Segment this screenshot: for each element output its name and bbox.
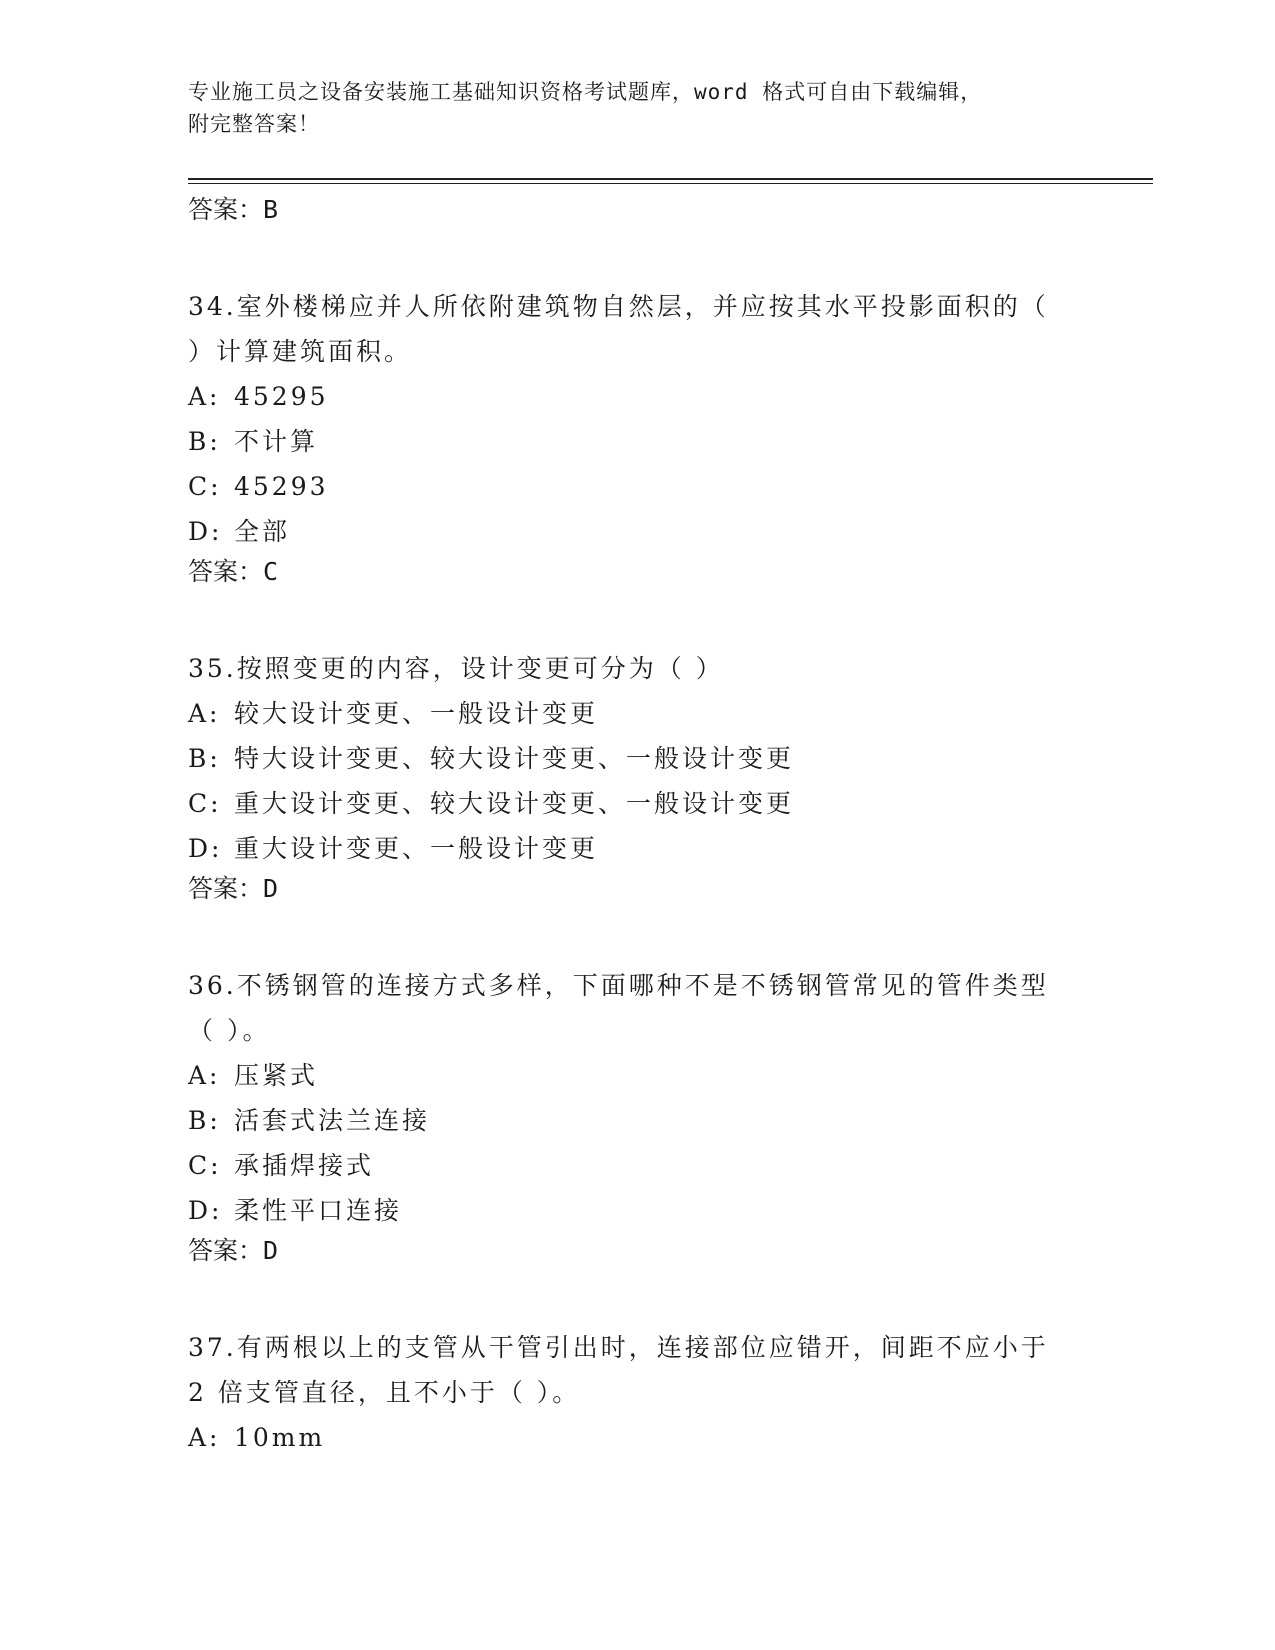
question-text — [188, 646, 1068, 691]
option-c — [188, 464, 1108, 509]
option-text: 全部 — [234, 517, 291, 546]
option-text: 重大设计变更、较大设计变更、一般设计变更 — [234, 789, 795, 818]
option-d — [188, 509, 1108, 554]
option-letter: A: — [188, 382, 221, 411]
option-letter: C: — [188, 1151, 222, 1180]
option-b — [188, 419, 1108, 464]
header-line-2: 附完整答案！ — [188, 112, 320, 136]
option-text: 45293 — [234, 472, 329, 501]
option-text: 承插焊接式 — [234, 1151, 375, 1180]
page-header — [188, 76, 1088, 140]
option-letter: B: — [188, 1106, 221, 1135]
answer-line: 答案：B — [188, 195, 279, 224]
option-letter: B: — [188, 427, 221, 456]
option-letter: D: — [188, 834, 223, 863]
question-text-line-2: （ ）。 — [188, 1016, 271, 1045]
option-c — [188, 781, 1108, 826]
option-letter: A: — [188, 1061, 221, 1090]
option-letter: C: — [188, 789, 222, 818]
header-line-1: 专业施工员之设备安装施工基础知识资格考试题库，word 格式可自由下载编辑， — [188, 80, 983, 104]
option-b — [188, 736, 1108, 781]
header-rule-thin — [188, 183, 1153, 184]
option-letter: C: — [188, 472, 222, 501]
option-d — [188, 826, 1108, 871]
option-text: 柔性平口连接 — [234, 1196, 403, 1225]
option-letter: A: — [188, 1423, 221, 1452]
question-block — [188, 963, 1108, 1269]
question-block — [188, 646, 1108, 907]
option-text: 不计算 — [234, 427, 319, 456]
option-text: 重大设计变更、一般设计变更 — [234, 834, 599, 863]
answer-line: 答案：C — [188, 557, 279, 586]
question-text-line-2: 2 倍支管直径，且不小于（ ）。 — [188, 1378, 581, 1407]
question-text-line-1: 35.按照变更的内容，设计变更可分为（ ） — [188, 654, 724, 683]
answer-line: 答案：D — [188, 1236, 279, 1265]
question-text-line-1: 34.室外楼梯应并人所依附建筑物自然层，并应按其水平投影面积的（ — [188, 292, 1049, 321]
option-d — [188, 1188, 1108, 1233]
option-text: 压紧式 — [234, 1061, 319, 1090]
option-text: 特大设计变更、较大设计变更、一般设计变更 — [234, 744, 795, 773]
question-text — [188, 1325, 1068, 1415]
option-a — [188, 374, 1108, 419]
option-text: 活套式法兰连接 — [234, 1106, 431, 1135]
question-text-line-1: 37.有两根以上的支管从干管引出时，连接部位应错开，间距不应小于 — [188, 1333, 1049, 1362]
question-list — [188, 192, 1108, 1460]
option-a — [188, 691, 1108, 736]
question-text-line-1: 36.不锈钢管的连接方式多样，下面哪种不是不锈钢管常见的管件类型 — [188, 971, 1049, 1000]
option-a — [188, 1415, 1108, 1460]
option-a — [188, 1053, 1108, 1098]
header-rule-thick — [188, 178, 1153, 180]
option-text: 10mm — [234, 1423, 326, 1452]
question-text — [188, 284, 1068, 374]
option-letter: D: — [188, 517, 223, 546]
question-text — [188, 963, 1068, 1053]
option-c — [188, 1143, 1108, 1188]
option-text: 较大设计变更、一般设计变更 — [234, 699, 599, 728]
option-letter: A: — [188, 699, 221, 728]
answer-line: 答案：D — [188, 874, 279, 903]
question-block — [188, 1325, 1108, 1460]
option-letter: B: — [188, 744, 221, 773]
option-letter: D: — [188, 1196, 223, 1225]
question-text-line-2: ）计算建筑面积。 — [188, 337, 413, 366]
option-text: 45295 — [234, 382, 329, 411]
question-block — [188, 284, 1108, 590]
option-b — [188, 1098, 1108, 1143]
